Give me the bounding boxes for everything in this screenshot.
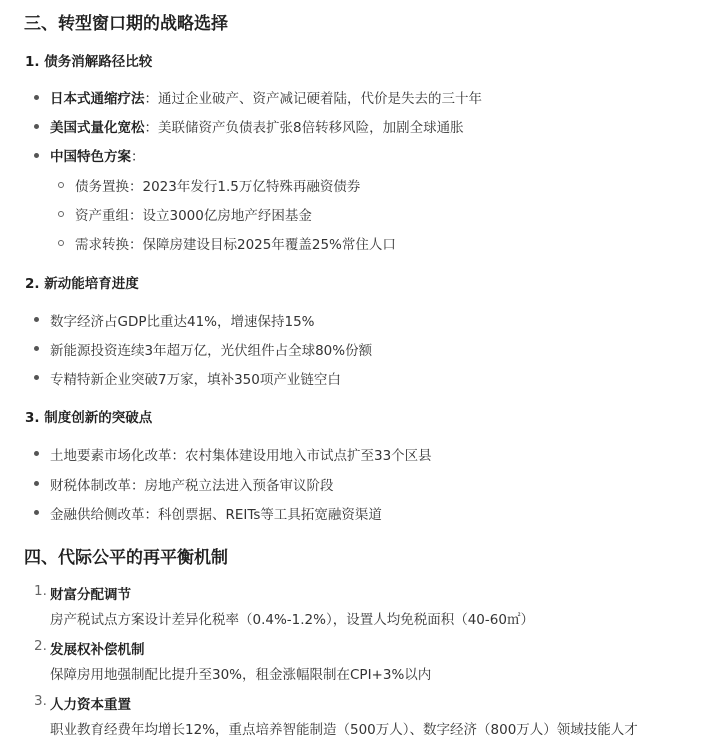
bullet-dot (34, 124, 39, 129)
list-item-text: 美联储资产负债表扩张8倍转移风险，加剧全球通胀 (158, 120, 464, 136)
numbered-item-title: 财富分配调节 (50, 587, 131, 603)
bullet-dot (34, 153, 39, 158)
list-item: 新能源投资连续3年超万亿，光伏组件占全球80%份额 (50, 343, 373, 359)
list-number: 1. (34, 583, 47, 599)
bullet-dot (34, 481, 39, 486)
numbered-item-title: 发展权补偿机制 (50, 642, 145, 658)
numbered-item-desc: 保障房用地强制配比提升至30%，租金涨幅限制在CPI+3%以内 (50, 667, 432, 683)
list-item (50, 116, 464, 136)
list-item-label: 中国特色方案 (50, 149, 131, 165)
list-item-label: 日本式通缩疗法 (50, 91, 145, 107)
sub-bullet-circle (58, 211, 64, 217)
list-item (50, 145, 145, 165)
section-3-title: 三、转型窗口期的战略选择 (24, 14, 228, 34)
bullet-dot (34, 317, 39, 322)
list-item: 金融供给侧改革：科创票据、REITs等工具拓宽融资渠道 (50, 507, 382, 523)
numbered-item-desc: 职业教育经费年均增长12%，重点培养智能制造（500万人）、数字经济（800万人）领域技能人才 (50, 722, 638, 738)
subsection-2-title: 2. 新动能培育进度 (25, 276, 139, 292)
list-item: 土地要素市场化改革：农村集体建设用地入市试点扩至33个区县 (50, 448, 432, 464)
numbered-item-title: 人力资本重置 (50, 697, 131, 713)
bullet-dot (34, 375, 39, 380)
list-number: 2. (34, 638, 47, 654)
sub-list-item: 资产重组：设立3000亿房地产纾困基金 (75, 208, 312, 224)
list-item-label: 美国式量化宽松 (50, 120, 145, 136)
list-item-separator: ： (131, 149, 145, 165)
list-item: 专精特新企业突破7万家，填补350项产业链空白 (50, 372, 341, 388)
numbered-item-desc: 房产税试点方案设计差异化税率（0.4%-1.2%），设置人均免税面积（40-60㎡） (50, 612, 534, 628)
section-4-title: 四、代际公平的再平衡机制 (24, 548, 228, 568)
subsection-3-title: 3. 制度创新的突破点 (25, 410, 153, 426)
list-item-separator: ： (144, 91, 158, 107)
list-number: 3. (34, 693, 47, 709)
sub-bullet-circle (58, 182, 64, 188)
bullet-dot (34, 510, 39, 515)
subsection-1-title: 1. 债务消解路径比较 (25, 54, 153, 70)
bullet-dot (34, 346, 39, 351)
bullet-dot (34, 451, 39, 456)
sub-bullet-circle (58, 240, 64, 246)
sub-list-item: 需求转换：保障房建设目标2025年覆盖25%常住人口 (75, 237, 396, 253)
list-item-text: 通过企业破产、资产减记硬着陆，代价是失去的三十年 (158, 91, 482, 107)
sub-list-item: 债务置换：2023年发行1.5万亿特殊再融资债券 (75, 179, 361, 195)
list-item (50, 87, 482, 107)
list-item: 数字经济占GDP比重达41%，增速保持15% (50, 314, 315, 330)
list-item-separator: ： (144, 120, 158, 136)
list-item: 财税体制改革：房地产税立法进入预备审议阶段 (50, 478, 334, 494)
bullet-dot (34, 95, 39, 100)
